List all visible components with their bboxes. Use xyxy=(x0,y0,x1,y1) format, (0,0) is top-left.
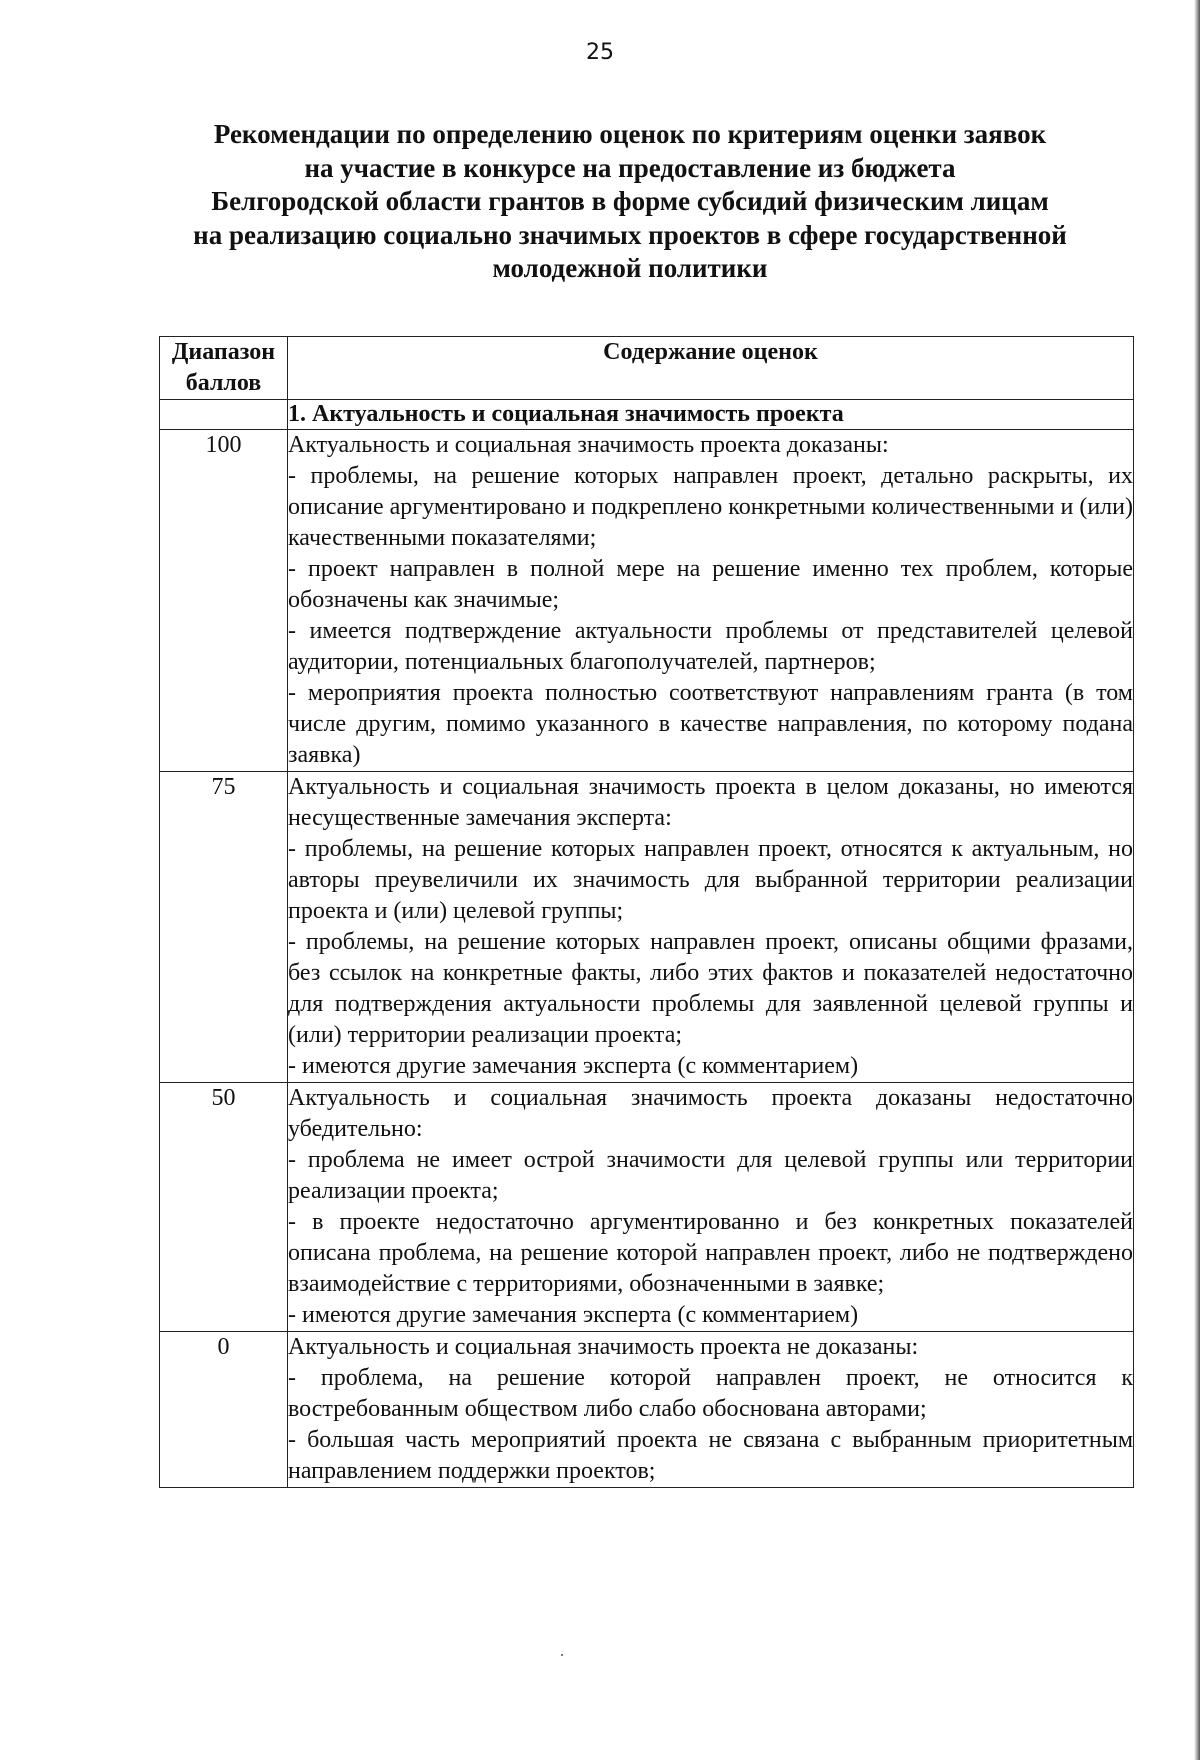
content-cell xyxy=(288,1083,1134,1332)
content-paragraph: - большая часть мероприятий проекта не связана с выбранным приоритетным направлением поддержки проектов; xyxy=(288,1427,1133,1484)
content-paragraph: Актуальность и социальная значимость проекта в целом доказаны, но имеются несущественные замечания эксперта: xyxy=(288,774,1133,831)
content-cell xyxy=(288,1332,1134,1488)
content-paragraph: - проект направлен в полной мере на решение именно тех проблем, которые обозначены как значимые; xyxy=(288,556,1133,613)
content-paragraph: - проблемы, на решение которых направлен проект, детально раскрыты, их описание аргументировано и подкреплено конкретными количественными и (или) качественными показателями; xyxy=(288,463,1133,551)
score-cell: 75 xyxy=(160,772,288,1083)
score-cell: 50 xyxy=(160,1083,288,1332)
content-paragraph: - проблема, на решение которой направлен проект, не относится к востребованным обществом либо слабо обоснована авторами; xyxy=(288,1365,1133,1422)
score-cell: 0 xyxy=(160,1332,288,1488)
header-content: Содержание оценок xyxy=(288,337,1134,400)
scan-speck xyxy=(561,1654,563,1656)
content-paragraph: Актуальность и социальная значимость проекта доказаны: xyxy=(288,432,889,458)
document-title xyxy=(140,118,1120,286)
title-line: молодежной политики xyxy=(492,253,768,283)
content-paragraph: - проблема не имеет острой значимости для целевой группы или территории реализации проекта; xyxy=(288,1147,1133,1204)
content-paragraph: - проблемы, на решение которых направлен проект, относятся к актуальным, но авторы преувеличили их значимость для выбранной территории реализации проекта и (или) целевой группы; xyxy=(288,836,1133,924)
section-title: 1. Актуальность и социальная значимость проекта xyxy=(288,400,1134,430)
table-row xyxy=(160,772,1134,1083)
score-cell: 100 xyxy=(160,430,288,772)
section-row xyxy=(160,400,1134,430)
table-row xyxy=(160,1332,1134,1488)
title-line: Белгородской области грантов в форме субсидий физическим лицам xyxy=(211,186,1049,216)
table-row xyxy=(160,430,1134,772)
content-paragraph: - мероприятия проекта полностью соответствуют направлениям гранта (в том числе другим, помимо указанного в качестве направления, по которому подана заявка) xyxy=(288,680,1133,768)
content-paragraph: Актуальность и социальная значимость проекта не доказаны: xyxy=(288,1334,919,1360)
section-empty-cell xyxy=(160,400,288,430)
content-paragraph: - имеются другие замечания эксперта (с комментарием) xyxy=(288,1302,859,1328)
criteria-table xyxy=(159,336,1134,1488)
table-row xyxy=(160,1083,1134,1332)
page-number: 25 xyxy=(586,40,614,65)
header-range: Диапазон баллов xyxy=(160,337,288,400)
content-paragraph: Актуальность и социальная значимость проекта доказаны недостаточно убедительно: xyxy=(288,1085,1133,1142)
content-paragraph: - имеются другие замечания эксперта (с комментарием) xyxy=(288,1053,859,1079)
content-paragraph: - имеется подтверждение актуальности проблемы от представителей целевой аудитории, потенциальных благополучателей, партнеров; xyxy=(288,618,1133,675)
title-line: на реализацию социально значимых проектов в сфере государственной xyxy=(193,219,1067,250)
scan-page-edge xyxy=(1194,0,1200,1760)
content-paragraph: - в проекте недостаточно аргументированно и без конкретных показателей описана проблема, на решение которой направлен проект, либо не подтверждено взаимодействие с территориями, обозначенными в заявке; xyxy=(288,1209,1133,1297)
title-line: Рекомендации по определению оценок по критериям оценки заявок xyxy=(213,119,1047,149)
content-paragraph: - проблемы, на решение которых направлен проект, описаны общими фразами, без ссылок на конкретные факты, либо этих фактов и показателей недостаточно для подтверждения актуальности проблемы для заявленной целевой группы и (или) территории реализации проекта; xyxy=(288,929,1133,1048)
table-header-row xyxy=(160,337,1134,400)
content-cell xyxy=(288,772,1134,1083)
content-cell xyxy=(288,430,1134,772)
title-line: на участие в конкурсе на предоставление из бюджета xyxy=(304,152,956,183)
